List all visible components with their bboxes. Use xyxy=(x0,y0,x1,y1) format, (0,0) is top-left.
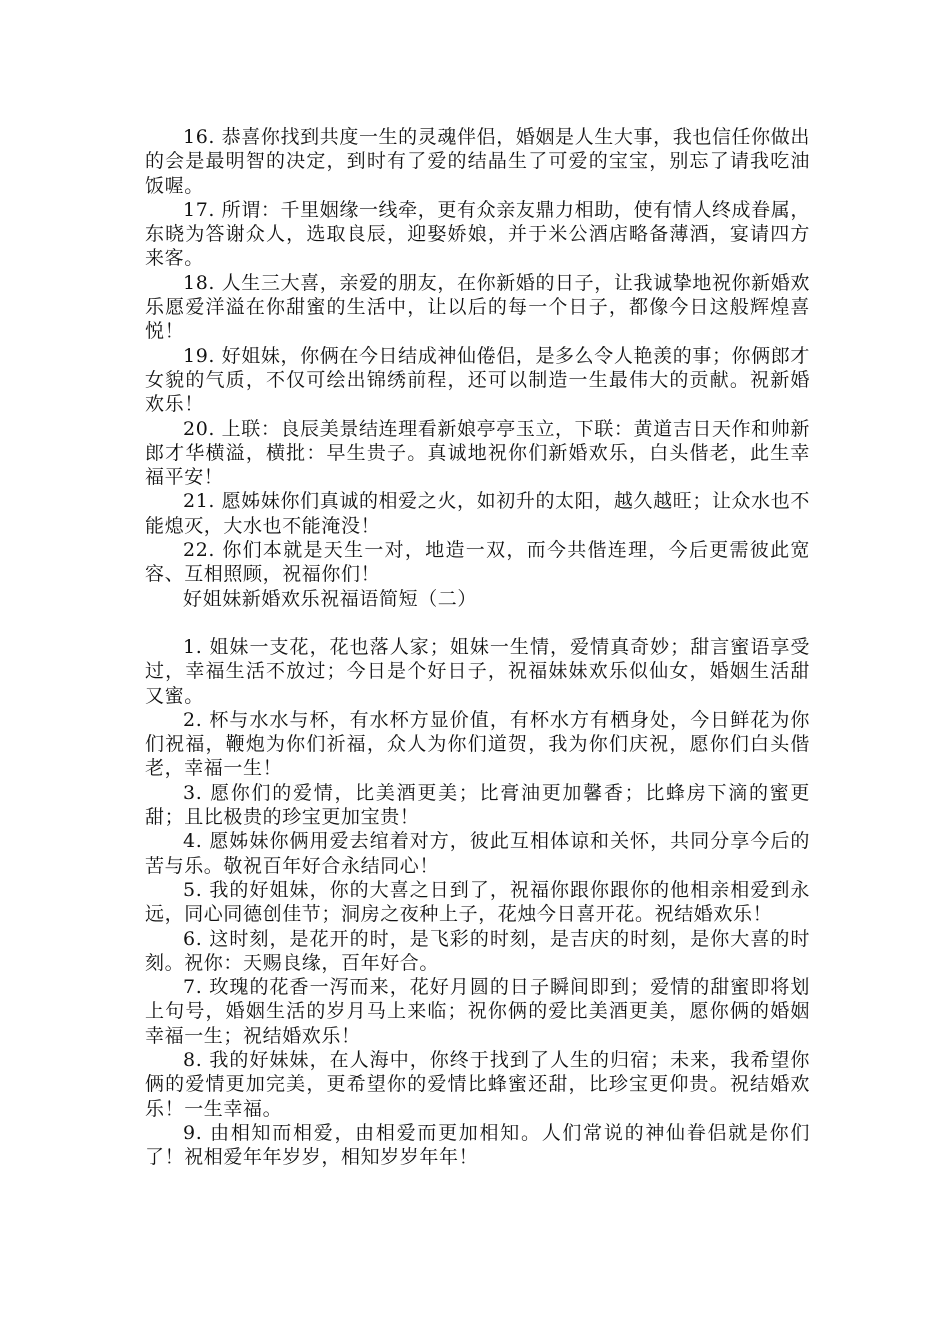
paragraph-1: 1. 姐妹一支花，花也落人家；姐妹一生情，爱情真奇妙；甜言蜜语享受过，幸福生活不放过；今日是个好日子，祝福妹妹欢乐似仙女，婚姻生活甜又蜜。 xyxy=(145,635,810,707)
paragraph-19: 19. 好姐妹，你俩在今日结成神仙倦侣，是多么令人艳羡的事；你俩郎才女貌的气质，不仅可绘出锦绣前程，还可以制造一生最伟大的贡献。祝新婚欢乐！ xyxy=(145,344,810,416)
paragraph-7: 7. 玫瑰的花香一泻而来，花好月圆的日子瞬间即到；爱情的甜蜜即将划上句号，婚姻生活的岁月马上来临；祝你俩的爱比美酒更美，愿你俩的婚姻幸福一生；祝结婚欢乐！ xyxy=(145,976,810,1047)
paragraph-18: 18. 人生三大喜，亲爱的朋友，在你新婚的日子，让我诚挚地祝你新婚欢乐愿爱洋溢在你甜蜜的生活中，让以后的每一个日子，都像今日这般辉煌喜悦！ xyxy=(145,271,810,343)
paragraph-22: 22. 你们本就是天生一对，地造一双，而今共偕连理，今后更需彼此宽容、互相照顾，祝福你们！ xyxy=(145,539,810,586)
paragraph-2: 2. 杯与水水与杯，有水杯方显价值，有杯水方有栖身处，今日鲜花为你们祝福，鞭炮为你们祈福，众人为你们道贺，我为你们庆祝，愿你们白头偕老，幸福一生！ xyxy=(145,708,810,780)
document-page xyxy=(145,125,810,1169)
paragraph-4: 4. 愿姊妹你俩用爱去绾着对方，彼此互相体谅和关怀，共同分享今后的苦与乐。敬祝百年好合永结同心！ xyxy=(145,830,810,877)
paragraph-17: 17. 所谓：千里姻缘一线牵，更有众亲友鼎力相助，使有情人终成眷属，东晓为答谢众人，选取良辰，迎娶娇娘，并于米公酒店略备薄酒，宴请四方来客。 xyxy=(145,198,810,270)
paragraph-21: 21. 愿姊妹你们真诚的相爱之火，如初升的太阳，越久越旺；让众水也不能熄灭，大水也不能淹没！ xyxy=(145,490,810,537)
paragraph-8: 8. 我的好妹妹，在人海中，你终于找到了人生的归宿；未来，我希望你俩的爱情更加完美，更希望你的爱情比蜂蜜还甜，比珍宝更仰贵。祝结婚欢乐！一生幸福。 xyxy=(145,1048,810,1120)
paragraph-5: 5. 我的好姐妹，你的大喜之日到了，祝福你跟你跟你的他相亲相爱到永远，同心同德创佳节；洞房之夜种上子，花烛今日喜开花。祝结婚欢乐！ xyxy=(145,878,810,926)
paragraph-16: 16. 恭喜你找到共度一生的灵魂伴侣，婚姻是人生大事，我也信任你做出的会是最明智的决定，到时有了爱的结晶生了可爱的宝宝，别忘了请我吃油饭喔。 xyxy=(145,126,810,197)
blank-line xyxy=(145,611,810,635)
paragraph-6: 6. 这时刻，是花开的时，是飞彩的时刻，是吉庆的时刻，是你大喜的时刻。祝你：天赐良缘，百年好合。 xyxy=(145,927,810,974)
section-heading: 好姐妹新婚欢乐祝福语简短（二） xyxy=(183,587,478,610)
paragraph-3: 3. 愿你们的爱情，比美酒更美；比膏油更加馨香；比蜂房下滴的蜜更甜；且比极贵的珍宝更加宝贵！ xyxy=(145,781,810,829)
paragraph-9: 9. 由相知而相爱，由相爱而更加相知。人们常说的神仙眷侣就是你们了！祝相爱年年岁岁，相知岁岁年年！ xyxy=(145,1121,810,1169)
paragraph-20: 20. 上联：良辰美景结连理看新娘亭亭玉立，下联：黄道吉日天作和帅新郎才华横溢，横批：早生贵子。真诚地祝你们新婚欢乐，白头偕老，此生幸福平安！ xyxy=(145,417,810,489)
